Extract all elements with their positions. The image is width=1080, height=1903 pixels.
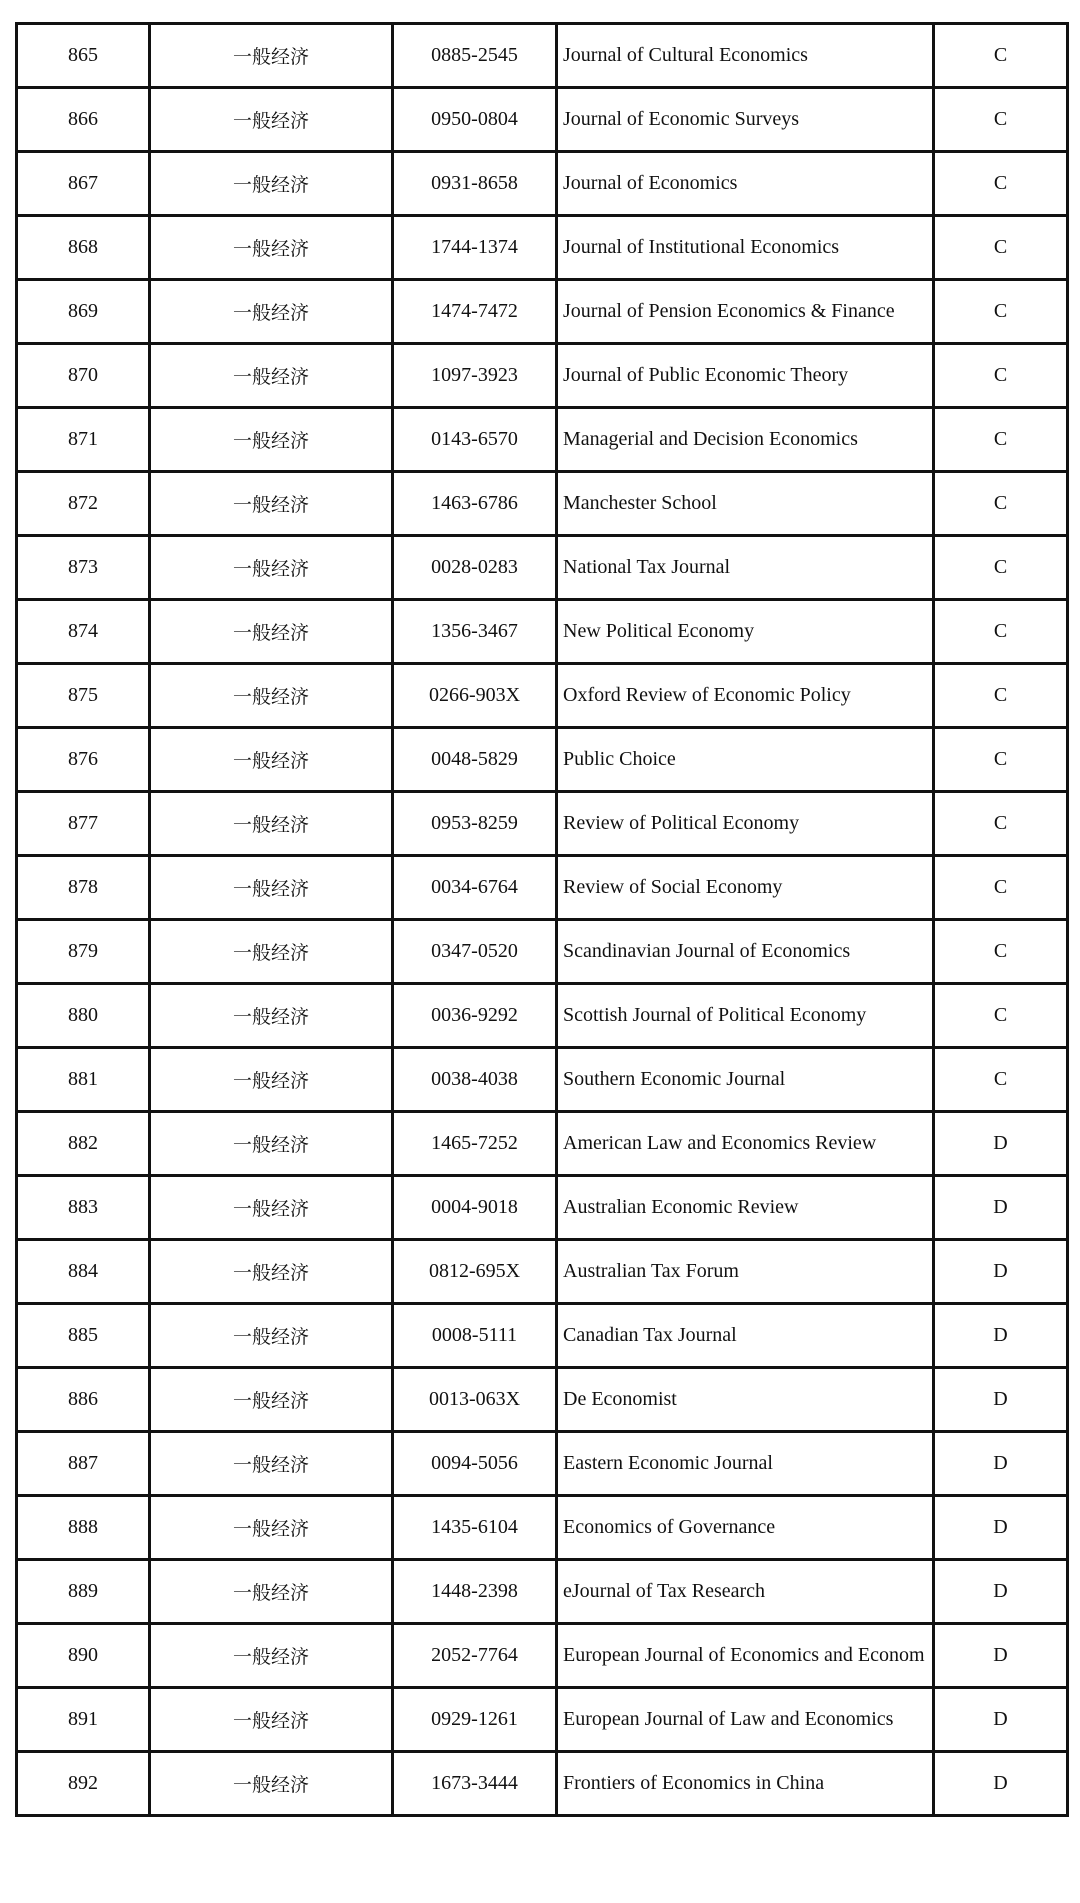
- row-number-cell: 877: [17, 792, 150, 856]
- grade-cell: C: [934, 152, 1068, 216]
- journal-title-cell: New Political Economy: [557, 600, 934, 664]
- row-number-cell: 874: [17, 600, 150, 664]
- issn-cell: 0036-9292: [393, 984, 557, 1048]
- grade-cell: C: [934, 984, 1068, 1048]
- issn-cell: 0950-0804: [393, 88, 557, 152]
- issn-cell: 0008-5111: [393, 1304, 557, 1368]
- category-cell: 一般经济: [150, 728, 393, 792]
- category-cell: 一般经济: [150, 24, 393, 88]
- issn-cell: 0038-4038: [393, 1048, 557, 1112]
- table-row: [17, 1368, 1068, 1432]
- table-row: [17, 600, 1068, 664]
- grade-cell: C: [934, 1048, 1068, 1112]
- issn-cell: 0812-695X: [393, 1240, 557, 1304]
- category-cell: 一般经济: [150, 408, 393, 472]
- table-row: [17, 408, 1068, 472]
- row-number-cell: 887: [17, 1432, 150, 1496]
- issn-cell: 1673-3444: [393, 1752, 557, 1816]
- journal-title-cell: Scottish Journal of Political Economy: [557, 984, 934, 1048]
- category-cell: 一般经济: [150, 1560, 393, 1624]
- category-cell: 一般经济: [150, 1240, 393, 1304]
- journal-title-cell: Journal of Economics: [557, 152, 934, 216]
- table-row: [17, 344, 1068, 408]
- table-row: [17, 536, 1068, 600]
- row-number-cell: 870: [17, 344, 150, 408]
- category-cell: 一般经济: [150, 600, 393, 664]
- issn-cell: 0929-1261: [393, 1688, 557, 1752]
- row-number-cell: 871: [17, 408, 150, 472]
- table-row: [17, 280, 1068, 344]
- category-cell: 一般经济: [150, 792, 393, 856]
- journal-title-cell: De Economist: [557, 1368, 934, 1432]
- grade-cell: C: [934, 408, 1068, 472]
- issn-cell: 1097-3923: [393, 344, 557, 408]
- journal-title-cell: European Journal of Economics and Econom: [557, 1624, 934, 1688]
- grade-cell: D: [934, 1624, 1068, 1688]
- issn-cell: 0931-8658: [393, 152, 557, 216]
- table-row: [17, 1432, 1068, 1496]
- journal-title-cell: American Law and Economics Review: [557, 1112, 934, 1176]
- grade-cell: D: [934, 1432, 1068, 1496]
- table-row: [17, 88, 1068, 152]
- table-row: [17, 1112, 1068, 1176]
- journal-title-cell: Oxford Review of Economic Policy: [557, 664, 934, 728]
- grade-cell: C: [934, 664, 1068, 728]
- row-number-cell: 878: [17, 856, 150, 920]
- row-number-cell: 869: [17, 280, 150, 344]
- issn-cell: 1744-1374: [393, 216, 557, 280]
- grade-cell: C: [934, 600, 1068, 664]
- category-cell: 一般经济: [150, 1624, 393, 1688]
- issn-cell: 0013-063X: [393, 1368, 557, 1432]
- grade-cell: C: [934, 472, 1068, 536]
- table-row: [17, 24, 1068, 88]
- issn-cell: 0347-0520: [393, 920, 557, 984]
- journal-title-cell: Eastern Economic Journal: [557, 1432, 934, 1496]
- issn-cell: 1465-7252: [393, 1112, 557, 1176]
- row-number-cell: 879: [17, 920, 150, 984]
- category-cell: 一般经济: [150, 472, 393, 536]
- row-number-cell: 888: [17, 1496, 150, 1560]
- grade-cell: D: [934, 1304, 1068, 1368]
- table-row: [17, 1496, 1068, 1560]
- category-cell: 一般经济: [150, 856, 393, 920]
- table-row: [17, 152, 1068, 216]
- row-number-cell: 876: [17, 728, 150, 792]
- grade-cell: D: [934, 1560, 1068, 1624]
- row-number-cell: 865: [17, 24, 150, 88]
- journal-title-cell: Scandinavian Journal of Economics: [557, 920, 934, 984]
- row-number-cell: 868: [17, 216, 150, 280]
- grade-cell: C: [934, 920, 1068, 984]
- category-cell: 一般经济: [150, 280, 393, 344]
- category-cell: 一般经济: [150, 1688, 393, 1752]
- grade-cell: D: [934, 1368, 1068, 1432]
- category-cell: 一般经济: [150, 1752, 393, 1816]
- issn-cell: 0953-8259: [393, 792, 557, 856]
- row-number-cell: 886: [17, 1368, 150, 1432]
- journal-title-cell: Journal of Public Economic Theory: [557, 344, 934, 408]
- category-cell: 一般经济: [150, 1304, 393, 1368]
- table-row: [17, 920, 1068, 984]
- journal-table-body: [17, 24, 1068, 1816]
- table-row: [17, 792, 1068, 856]
- issn-cell: 0143-6570: [393, 408, 557, 472]
- grade-cell: D: [934, 1240, 1068, 1304]
- journal-title-cell: Australian Tax Forum: [557, 1240, 934, 1304]
- table-row: [17, 1304, 1068, 1368]
- row-number-cell: 892: [17, 1752, 150, 1816]
- category-cell: 一般经济: [150, 1112, 393, 1176]
- grade-cell: C: [934, 216, 1068, 280]
- journal-title-cell: eJournal of Tax Research: [557, 1560, 934, 1624]
- journal-title-cell: Journal of Institutional Economics: [557, 216, 934, 280]
- grade-cell: C: [934, 24, 1068, 88]
- table-row: [17, 1560, 1068, 1624]
- grade-cell: C: [934, 536, 1068, 600]
- grade-cell: C: [934, 280, 1068, 344]
- journal-title-cell: National Tax Journal: [557, 536, 934, 600]
- row-number-cell: 880: [17, 984, 150, 1048]
- grade-cell: D: [934, 1752, 1068, 1816]
- table-row: [17, 728, 1068, 792]
- journal-table: [15, 22, 1069, 1817]
- issn-cell: 1463-6786: [393, 472, 557, 536]
- issn-cell: 1356-3467: [393, 600, 557, 664]
- grade-cell: C: [934, 856, 1068, 920]
- row-number-cell: 885: [17, 1304, 150, 1368]
- row-number-cell: 884: [17, 1240, 150, 1304]
- journal-title-cell: Frontiers of Economics in China: [557, 1752, 934, 1816]
- category-cell: 一般经济: [150, 344, 393, 408]
- table-row: [17, 1624, 1068, 1688]
- journal-title-cell: Manchester School: [557, 472, 934, 536]
- category-cell: 一般经济: [150, 1432, 393, 1496]
- table-row: [17, 664, 1068, 728]
- row-number-cell: 882: [17, 1112, 150, 1176]
- category-cell: 一般经济: [150, 216, 393, 280]
- issn-cell: 0885-2545: [393, 24, 557, 88]
- journal-title-cell: Journal of Cultural Economics: [557, 24, 934, 88]
- journal-title-cell: Journal of Economic Surveys: [557, 88, 934, 152]
- journal-title-cell: European Journal of Law and Economics: [557, 1688, 934, 1752]
- category-cell: 一般经济: [150, 920, 393, 984]
- table-row: [17, 1752, 1068, 1816]
- row-number-cell: 867: [17, 152, 150, 216]
- issn-cell: 0048-5829: [393, 728, 557, 792]
- table-row: [17, 1240, 1068, 1304]
- row-number-cell: 891: [17, 1688, 150, 1752]
- category-cell: 一般经济: [150, 984, 393, 1048]
- table-row: [17, 1176, 1068, 1240]
- category-cell: 一般经济: [150, 88, 393, 152]
- table-row: [17, 1048, 1068, 1112]
- row-number-cell: 873: [17, 536, 150, 600]
- row-number-cell: 881: [17, 1048, 150, 1112]
- row-number-cell: 872: [17, 472, 150, 536]
- table-row: [17, 216, 1068, 280]
- grade-cell: D: [934, 1176, 1068, 1240]
- issn-cell: 0266-903X: [393, 664, 557, 728]
- grade-cell: C: [934, 792, 1068, 856]
- issn-cell: 1474-7472: [393, 280, 557, 344]
- table-row: [17, 1688, 1068, 1752]
- journal-title-cell: Economics of Governance: [557, 1496, 934, 1560]
- row-number-cell: 889: [17, 1560, 150, 1624]
- issn-cell: 1448-2398: [393, 1560, 557, 1624]
- journal-table-container: [15, 22, 1066, 1817]
- journal-title-cell: Southern Economic Journal: [557, 1048, 934, 1112]
- issn-cell: 0004-9018: [393, 1176, 557, 1240]
- journal-title-cell: Review of Social Economy: [557, 856, 934, 920]
- journal-title-cell: Australian Economic Review: [557, 1176, 934, 1240]
- category-cell: 一般经济: [150, 152, 393, 216]
- issn-cell: 2052-7764: [393, 1624, 557, 1688]
- table-row: [17, 856, 1068, 920]
- issn-cell: 0034-6764: [393, 856, 557, 920]
- grade-cell: D: [934, 1112, 1068, 1176]
- category-cell: 一般经济: [150, 1048, 393, 1112]
- category-cell: 一般经济: [150, 1176, 393, 1240]
- row-number-cell: 890: [17, 1624, 150, 1688]
- issn-cell: 0094-5056: [393, 1432, 557, 1496]
- journal-title-cell: Journal of Pension Economics & Finance: [557, 280, 934, 344]
- category-cell: 一般经济: [150, 536, 393, 600]
- category-cell: 一般经济: [150, 664, 393, 728]
- category-cell: 一般经济: [150, 1368, 393, 1432]
- row-number-cell: 883: [17, 1176, 150, 1240]
- grade-cell: C: [934, 344, 1068, 408]
- grade-cell: D: [934, 1688, 1068, 1752]
- grade-cell: C: [934, 728, 1068, 792]
- category-cell: 一般经济: [150, 1496, 393, 1560]
- journal-title-cell: Public Choice: [557, 728, 934, 792]
- journal-title-cell: Managerial and Decision Economics: [557, 408, 934, 472]
- issn-cell: 1435-6104: [393, 1496, 557, 1560]
- journal-title-cell: Canadian Tax Journal: [557, 1304, 934, 1368]
- grade-cell: C: [934, 88, 1068, 152]
- journal-title-cell: Review of Political Economy: [557, 792, 934, 856]
- grade-cell: D: [934, 1496, 1068, 1560]
- table-row: [17, 984, 1068, 1048]
- row-number-cell: 866: [17, 88, 150, 152]
- issn-cell: 0028-0283: [393, 536, 557, 600]
- row-number-cell: 875: [17, 664, 150, 728]
- table-row: [17, 472, 1068, 536]
